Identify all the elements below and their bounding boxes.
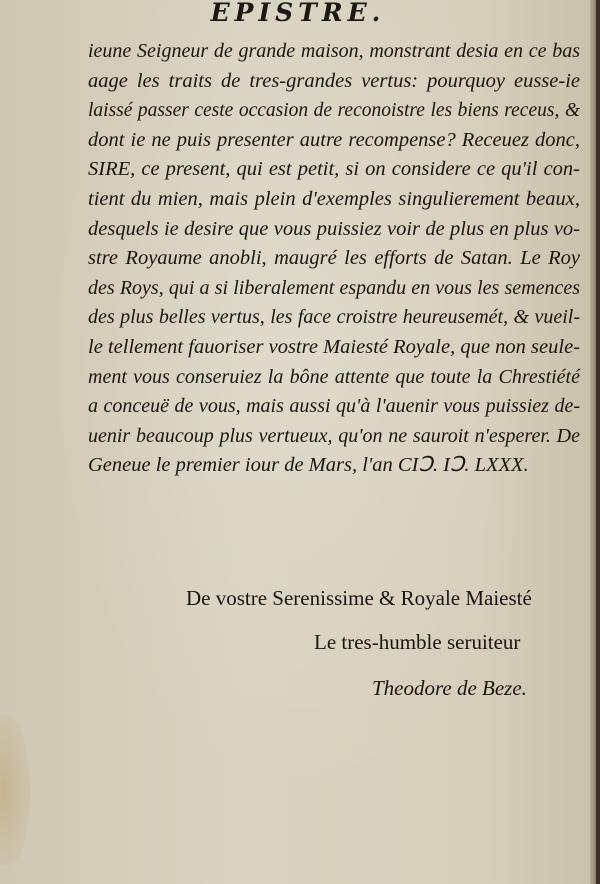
running-head: EPISTRE. [210, 0, 386, 27]
body-line: le tellement fauoriser vostre Maiesté Royale, que non seule- [88, 335, 580, 358]
body-line: des Roys, qui a si liberalement espandu en vous les semences [88, 276, 580, 299]
body-line: ieune Seigneur de grande maison, monstrant desia en ce bas [88, 40, 580, 62]
body-line: des plus belles vertus, les face croistre heureusemét, & vueil- [88, 306, 580, 329]
body-line: SIRE, ce present, qui est petit, si on considere ce qu'il con- [88, 158, 580, 181]
body-line: dont ie ne puis presenter autre recompense? Receuez donc, [88, 128, 580, 151]
letter-body [88, 37, 580, 481]
closing-salutation: De vostre Serenissime & Royale Maiesté [186, 586, 532, 610]
body-line: ment vous conseruiez la bône attente que toute la Chrestiété [88, 365, 580, 388]
body-line: aage les traits de tres-grandes vertus: pourquoy eusse-ie [88, 69, 580, 92]
body-line: a conceuë de vous, mais aussi qu'à l'auenir vous puissiez de- [88, 395, 580, 418]
page-edge-shadow [590, 0, 596, 884]
closing-servant-line: Le tres-humble seruiteur [314, 630, 521, 654]
paper-stain [0, 715, 30, 865]
body-line: uenir beaucoup plus vertueux, qu'on ne sauroit n'esperer. De [88, 424, 580, 447]
body-line: desquels ie desire que vous puissiez voir de plus en plus vo- [88, 217, 580, 240]
body-line: tient du mien, mais plein d'exemples singulierement beaux, [88, 187, 580, 210]
body-line-date: Geneue le premier iour de Mars, l'an CIↃ. IↃ. LXXX. [88, 454, 529, 477]
author-signature: Theodore de Beze. [372, 676, 527, 700]
body-line: stre Royaume anobli, maugré les efforts de Satan. Le Roy [88, 247, 580, 270]
body-line: laissé passer ceste occasion de reconoistre les biens receus, & [88, 100, 580, 122]
